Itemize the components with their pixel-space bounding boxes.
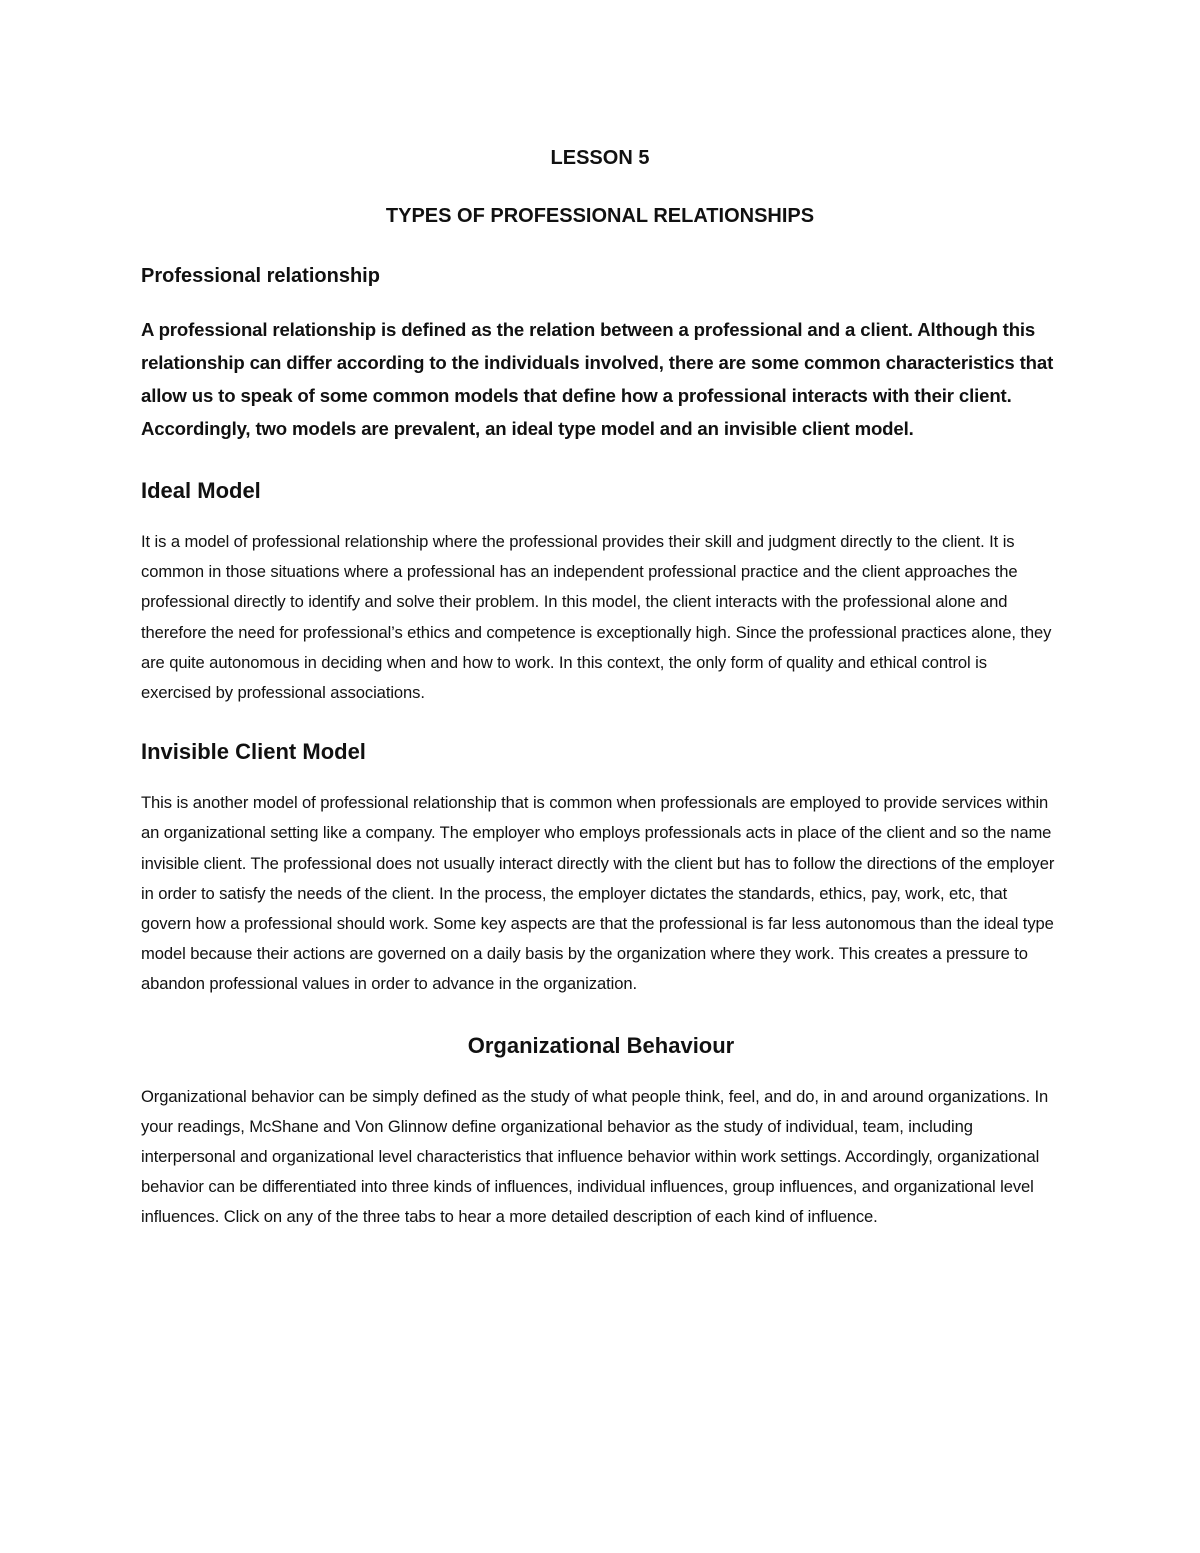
heading-professional-relationship: Professional relationship	[141, 265, 380, 287]
document-page	[141, 143, 1061, 1233]
paragraph-organizational-behaviour: Organizational behavior can be simply defined as the study of what people think, feel, and do, in and around organizations. In your readings, McShane and Von Glinnow define organizational behavior as the study of individual, team, including interpersonal and organizational level characteristics that influence behavior within work settings. Accordingly, organizational behavior can be differentiated into three kinds of influences, individual influences, group influences, and organizational level influences. Click on any of the three tabs to hear a more detailed description of each kind of influence.	[141, 1086, 1049, 1227]
heading-organizational-behaviour: Organizational Behaviour	[467, 1032, 735, 1058]
paragraph-professional-relationship: A professional relationship is defined as the relation between a professional and a client. Although this relationship can differ according to the individuals involved, there are some common characteristics that allow us to speak of some common models that define how a professional interacts with their client. Accordingly, two models are prevalent, an ideal type model and an invisible client model.	[141, 319, 1054, 439]
paragraph-invisible-client-model: This is another model of professional relationship that is common when professionals are employed to provide services within an organizational setting like a company. The employer who employs professionals acts in place of the client and so the name invisible client. The professional does not usually interact directly with the client but has to follow the directions of the employer in order to satisfy the needs of the client. In the process, the employer dictates the standards, ethics, pay, work, etc, that govern how a professional should work. Some key aspects are that the professional is far less autonomous than the ideal type model because their actions are governed on a daily basis by the organization where they work. This creates a pressure to abandon professional values in order to advance in the organization.	[141, 793, 1055, 994]
lesson-label: LESSON 5	[550, 147, 650, 169]
heading-ideal-model: Ideal Model	[141, 478, 261, 503]
document-title: TYPES OF PROFESSIONAL RELATIONSHIPS	[385, 205, 815, 227]
heading-invisible-client-model: Invisible Client Model	[141, 739, 366, 765]
paragraph-ideal-model: It is a model of professional relationship where the professional provides their skill and judgment directly to the client. It is common in those situations where a professional has an independent professional practice and the client approaches the professional directly to identify and solve their problem. In this model, the client interacts with the professional alone and therefore the need for professional’s ethics and competence is exceptionally high. Since the professional practices alone, they are quite autonomous in deciding when and how to work. In this context, the only form of quality and ethical control is exercised by professional associations.	[141, 532, 1052, 703]
